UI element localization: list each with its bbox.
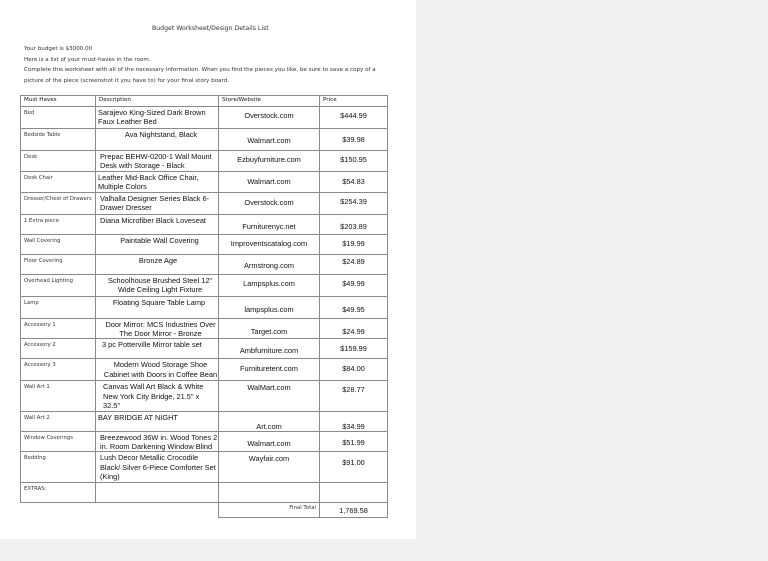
row-category-text: Accessory 3: [24, 362, 56, 369]
row-price: [320, 482, 388, 502]
row-store: [219, 171, 320, 192]
row-store-text: Wayfair.com: [248, 454, 290, 464]
row-price: [320, 107, 388, 129]
row-price-text: $54.83: [342, 176, 365, 186]
row-category: [21, 381, 96, 411]
row-description-text: Leather Mid-Back Office Chair, Multiple Colors: [98, 172, 199, 192]
row-category-text: Bedside Table: [24, 132, 61, 138]
table-row: [21, 381, 388, 411]
row-price-text: $24.99: [342, 326, 365, 336]
row-price-text: $91.00: [342, 458, 365, 468]
table-row: [21, 339, 388, 359]
row-store-text: Target.com: [250, 326, 288, 336]
worksheet-title: Budget Worksheet/Design Details List: [152, 25, 269, 32]
row-store-text: Furnituretent.com: [240, 364, 298, 374]
row-category-text: Lamp: [24, 299, 39, 306]
row-description-text: Modern Wood Storage Shoe Cabinet with Doors in Coffee Bean: [103, 360, 218, 379]
row-store-text: Lampsplus.com: [243, 278, 295, 288]
row-price-text: $19.99: [342, 238, 365, 248]
intro-text: [24, 44, 404, 86]
row-description: [96, 151, 219, 172]
table-row: [21, 171, 388, 192]
row-price: [320, 318, 388, 339]
row-description-text: Lush Decor Metallic Crocodile Black/ Silver 6-Piece Comforter Set (King): [100, 453, 216, 482]
table-row: [21, 411, 388, 431]
row-store-text: Ezbuyfurniture.com: [237, 155, 301, 164]
row-description: [96, 411, 219, 431]
row-category-text: Floor Covering: [24, 257, 63, 264]
row-category: [21, 318, 96, 339]
table-row: [21, 129, 388, 151]
row-price: [320, 452, 388, 482]
row-description-text: Canvas Wall Art Black & White New York City Bridge, 21.5" x 32.5": [103, 382, 204, 411]
table-row: [21, 296, 388, 318]
row-description-text: Schoolhouse Brushed Steel 12" Wide Ceiling Light Fixture: [107, 275, 213, 295]
table-row: [21, 214, 388, 234]
row-store: [219, 381, 320, 411]
row-store: [219, 431, 320, 452]
row-category: [21, 234, 96, 254]
table-row: [21, 192, 388, 214]
row-store: [219, 452, 320, 482]
budget-table: [20, 95, 388, 518]
row-description-text: Bronze Age: [138, 255, 178, 265]
list-line: Here is a list of your must-haves in the room.: [24, 56, 151, 63]
row-category: [21, 452, 96, 482]
row-description-text: Door Mirror: MCS Industries Over The Door Mirror - Bronze: [105, 319, 216, 339]
row-category-text: Bed: [24, 110, 35, 116]
row-price-text: $28.77: [342, 385, 365, 395]
row-store-text: Armstrong.com: [243, 260, 295, 270]
final-total-label: Final Total: [219, 502, 320, 517]
row-price-text: $254.39: [340, 196, 367, 206]
row-category-text: Wall Covering: [24, 237, 61, 244]
row-price-text: $159.99: [340, 344, 367, 354]
row-category-text: Overhead Lighting: [24, 277, 73, 284]
row-price-text: $49.99: [342, 278, 365, 288]
row-description-text: Floating Square Table Lamp: [112, 297, 206, 307]
row-description: [96, 214, 219, 234]
row-price: [320, 339, 388, 359]
row-description: [96, 274, 219, 296]
row-category: [21, 431, 96, 452]
row-price-text: $34.99: [342, 421, 365, 431]
row-store: [219, 214, 320, 234]
row-store: [219, 318, 320, 339]
table-row: [21, 107, 388, 129]
row-store-text: WalMart.com: [247, 383, 291, 393]
row-price: [320, 381, 388, 411]
row-category: [21, 129, 96, 151]
row-category-text: 1 Extra piece: [24, 217, 59, 224]
row-store-text: Walmart.com: [247, 176, 291, 186]
table-row: [21, 234, 388, 254]
row-price-text: $51.99: [342, 437, 365, 447]
row-category: [21, 192, 96, 214]
row-store-text: Walmart.com: [247, 136, 291, 145]
row-store-text: Improventscatalog.com: [230, 238, 308, 248]
row-price-text: $150.95: [340, 155, 367, 164]
row-description-text: [98, 483, 218, 484]
row-price: [320, 254, 388, 274]
row-category: [21, 254, 96, 274]
row-store: [219, 107, 320, 129]
row-price: [320, 296, 388, 318]
row-description-text: Valhalla Designer Series Black 6-Drawer Dresser: [100, 193, 210, 213]
row-price-text: $49.95: [342, 304, 365, 314]
table-row: [21, 274, 388, 296]
row-description: [96, 107, 219, 129]
row-description: [96, 296, 219, 318]
row-category: [21, 482, 96, 502]
row-category-text: Dresser/Chest of Drawers: [24, 195, 92, 202]
row-category-text: Wall Art 1: [24, 384, 50, 391]
header-price: Price: [320, 96, 388, 107]
header-row: [21, 96, 388, 107]
row-description: [96, 254, 219, 274]
row-description: [96, 482, 219, 502]
row-store-text: Walmart.com: [247, 438, 291, 448]
final-total-value: 1,769.58: [320, 502, 388, 517]
row-price-text: $24.89: [342, 256, 365, 266]
row-category: [21, 359, 96, 381]
row-store: [219, 254, 320, 274]
table-row: [21, 482, 388, 502]
table-row: [21, 151, 388, 172]
header-store: Store/Website: [219, 96, 320, 107]
row-price: [320, 431, 388, 452]
row-price: [320, 214, 388, 234]
table-row: [21, 452, 388, 482]
row-store: [219, 359, 320, 381]
row-store: [219, 411, 320, 431]
row-category-text: Desk Chair: [24, 174, 53, 181]
row-category: [21, 411, 96, 431]
row-price-text: $444.99: [340, 111, 367, 120]
row-category-text: Desk: [24, 154, 38, 160]
row-description-text: Diana Microfiber Black Loveseat: [100, 215, 206, 225]
row-store: [219, 274, 320, 296]
row-description: [96, 339, 219, 359]
row-description: [96, 431, 219, 452]
row-price: [320, 151, 388, 172]
table-row: [21, 254, 388, 274]
row-description: [96, 129, 219, 151]
row-description: [96, 234, 219, 254]
row-store: [219, 129, 320, 151]
table-row: [21, 359, 388, 381]
row-description-text: Prepac BEHW-0200-1 Wall Mount Desk with Storage - Black: [100, 152, 212, 171]
row-store-text: Overstock.com: [244, 197, 294, 207]
table-row: [21, 431, 388, 452]
row-store-text: Furniturenyc.net: [242, 221, 296, 231]
row-store: [219, 339, 320, 359]
row-category: [21, 274, 96, 296]
row-description-text: BAY BRIDGE AT NIGHT: [98, 412, 178, 422]
row-description: [96, 359, 219, 381]
row-category: [21, 171, 96, 192]
row-price: [320, 129, 388, 151]
row-category-text: Bedding: [24, 455, 46, 462]
row-store: [219, 234, 320, 254]
row-category: [21, 151, 96, 172]
row-category-text: Accessory 1: [24, 321, 56, 328]
row-price-text: $39.98: [342, 135, 365, 144]
row-description-text: Sarajevo King-Sized Dark Brown Faux Leather Bed: [98, 108, 206, 127]
row-store: [219, 296, 320, 318]
row-description: [96, 171, 219, 192]
row-category: [21, 107, 96, 129]
row-category: [21, 214, 96, 234]
row-description: [96, 452, 219, 482]
total-spacer: [21, 502, 219, 517]
row-price: [320, 411, 388, 431]
row-price: [320, 171, 388, 192]
row-category: [21, 339, 96, 359]
row-store-text: Art.com: [256, 421, 282, 431]
header-must-haves: Must Haves: [21, 96, 96, 107]
row-store-text: lampsplus.com: [244, 304, 294, 314]
row-description-text: 3 pc Potterville Mirror table set: [102, 340, 202, 350]
budget-line: Your budget is $3000.00: [24, 46, 93, 52]
row-description-text: Ava Nightstand, Black: [124, 130, 198, 139]
row-description: [96, 192, 219, 214]
row-price-text: $203.89: [340, 221, 367, 231]
row-category: [21, 296, 96, 318]
total-row: [21, 502, 388, 517]
row-description-text: Paintable Wall Covering: [120, 235, 199, 245]
row-store: [219, 151, 320, 172]
header-description: Description: [96, 96, 219, 107]
table-row: [21, 318, 388, 339]
row-description: [96, 318, 219, 339]
row-category-text: Accessory 2: [24, 342, 56, 349]
row-category-text: Wall Art 2: [24, 414, 50, 421]
row-store: [219, 482, 320, 502]
row-price: [320, 234, 388, 254]
row-category-text: Window Coverings: [24, 434, 74, 441]
instructions-line-2: picture of the piece (screenshot it you have to) for your final story board.: [24, 77, 230, 84]
row-price: [320, 192, 388, 214]
row-price: [320, 274, 388, 296]
row-price-text: $84.00: [342, 364, 365, 374]
instructions-line-1: Complete this worksheet with all of the necessary information. When you find the pieces you like, be sure to save a copy of a: [24, 67, 376, 73]
row-description-text: Breezewood 36W in. Wood Tones 2 in. Room Darkening Window Blind: [100, 432, 218, 452]
row-price: [320, 359, 388, 381]
row-store: [219, 192, 320, 214]
row-description: [96, 381, 219, 411]
row-store-text: Ambfurniture.com: [239, 346, 299, 356]
row-store-text: Overstock.com: [244, 111, 294, 120]
row-category-text: EXTRAS:: [24, 485, 47, 492]
